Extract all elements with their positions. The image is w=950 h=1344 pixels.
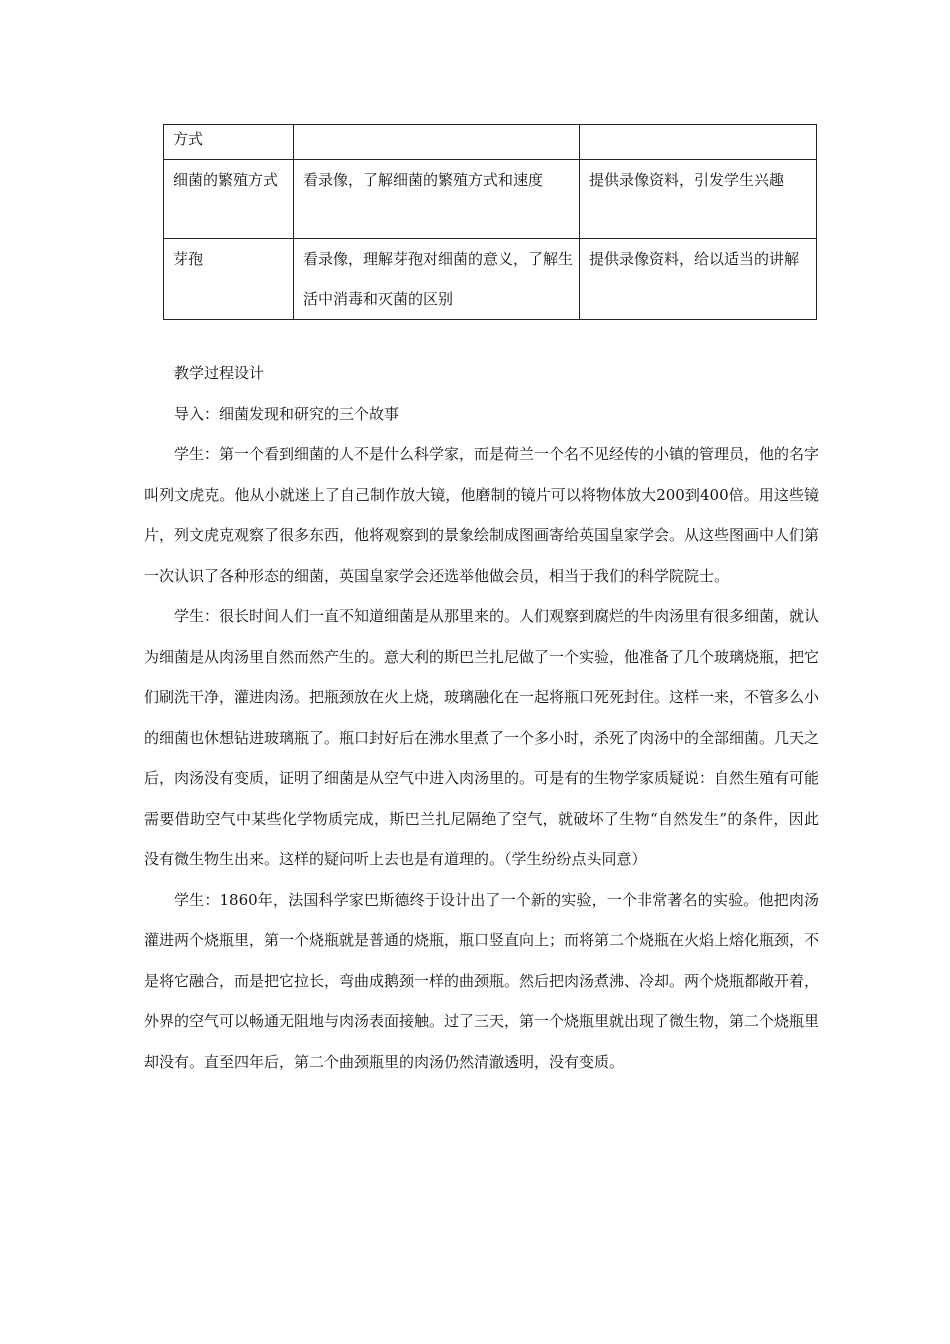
table-cell-student-activity: 看录像，了解细菌的繁殖方式和速度 <box>294 160 580 239</box>
table-cell-teacher-activity: 提供录像资料，引发学生兴趣 <box>580 160 817 239</box>
table-cell-student-activity: 看录像，理解芽孢对细菌的意义，了解生活中消毒和灭菌的区别 <box>294 239 580 320</box>
table-cell-teacher-activity: 提供录像资料，给以适当的讲解 <box>580 239 817 320</box>
story-paragraph: 学生：1860年，法国科学家巴斯德终于设计出了一个新的实验，一个非常著名的实验。他把肉汤灌进两个烧瓶里，第一个烧瓶就是普通的烧瓶，瓶口竖直向上；而将第二个烧瓶在火焰上熔化瓶颈，不是将它融合，而是把它拉长，弯曲成鹅颈一样的曲颈瓶。然后把肉汤煮沸、冷却。两个烧瓶都敞开着，外界的空气可以畅通无阻地与肉汤表面接触。过了三天，第一个烧瓶里就出现了微生物，第二个烧瓶里却没有。直至四年后，第二个曲颈瓶里的肉汤仍然清澈透明，没有变质。 <box>144 890 820 1071</box>
story-paragraph: 学生：第一个看到细菌的人不是什么科学家，而是荷兰一个名不见经传的小镇的管理员，他的名字叫列文虎克。他从小就迷上了自己制作放大镜，他磨制的镜片可以将物体放大200到400倍。用这些镜片，列文虎克观察了很多东西，他将观察到的景象绘制成图画寄给英国皇家学会。从这些图画中人们第一次认识了各种形态的细菌，英国皇家学会还选举他做会员，相当于我们的科学院院士。 <box>144 445 820 585</box>
teaching-plan-table <box>163 124 817 320</box>
story-paragraph: 学生：很长时间人们一直不知道细菌是从那里来的。人们观察到腐烂的牛肉汤里有很多细菌，就认为细菌是从肉汤里自然而然产生的。意大利的斯巴兰扎尼做了一个实验，他准备了几个玻璃烧瓶，把它们刷洗干净，灌进肉汤。把瓶颈放在火上烧，玻璃融化在一起将瓶口死死封住。这样一来，不管多么小的细菌也休想钻进玻璃瓶了。瓶口封好后在沸水里煮了一个多小时，杀死了肉汤中的全部细菌。几天之后，肉汤没有变质，证明了细菌是从空气中进入肉汤里的。可是有的生物学家质疑说：自然生殖有可能需要借助空气中某些化学物质完成，斯巴兰扎尼隔绝了空气，就破坏了生物“自然发生”的条件，因此没有微生物生出来。这样的疑问听上去也是有道理的。（学生纷纷点头同意） <box>144 607 820 868</box>
table-row <box>164 239 817 320</box>
table-cell-topic: 芽孢 <box>164 239 294 320</box>
table-cell-topic: 方式 <box>164 125 294 160</box>
section-heading: 教学过程设计 <box>174 364 265 382</box>
table-row <box>164 125 817 160</box>
table-cell-student-activity <box>294 125 580 160</box>
table-cell-teacher-activity <box>580 125 817 160</box>
table-cell-topic: 细菌的繁殖方式 <box>164 160 294 239</box>
document-body <box>144 353 819 1082</box>
intro-line: 导入：细菌发现和研究的三个故事 <box>174 404 400 423</box>
table-row <box>164 160 817 239</box>
